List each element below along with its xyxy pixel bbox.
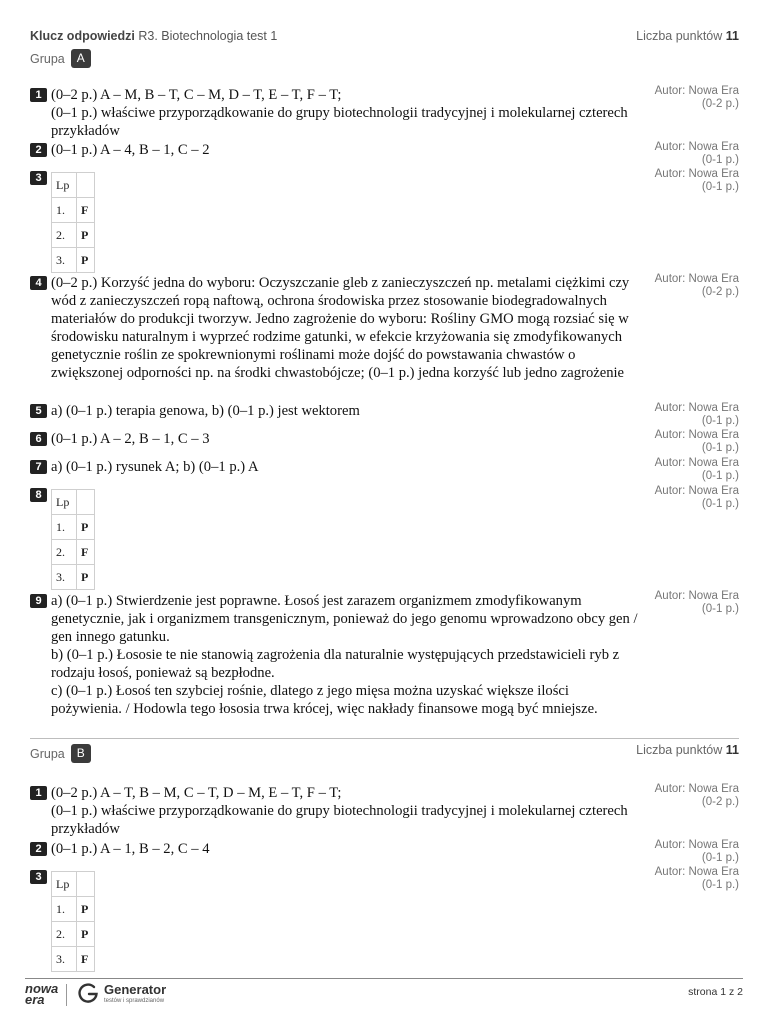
question-item: 2 (0–1 p.) A – 4, B – 1, C – 2 — [30, 141, 640, 159]
group-badge: B — [71, 744, 91, 763]
author-note: Autor: Nowa Era (0-1 p.) — [654, 866, 739, 891]
question-item: 1 (0–2 p.) A – T, B – M, C – T, D – M, E – T, F – T; (0–1 p.) właściwe przyporządkowanie do grupy biotechnologii tradycyjnej i molekularnej czterech przykładów — [30, 784, 640, 838]
group-badge: A — [71, 49, 91, 68]
author-note: Autor: Nowa Era (0-1 p.) — [654, 141, 739, 166]
question-item: 7 a) (0–1 p.) rysunek A; b) (0–1 p.) A — [30, 458, 640, 476]
generator-logo-subtitle: testów i sprawdzianów — [104, 998, 165, 1004]
logo-divider — [66, 984, 67, 1006]
answer-table: Lp 1. F 2. P 3. P — [51, 172, 95, 273]
question-item: 4 (0–2 p.) Korzyść jedna do wyboru: Oczyszczanie gleb z zanieczyszczeń np. metalami ciężkimi czy wód z zanieczyszczeń ropą naftową, ochrona środowiska przez stosowanie biodegradowalnych materiałów do produkcji tworzyw. Jedno zagrożenie do wyboru: Rośliny GMO mogą rozsiać się w środowisku naturalnym i wyprzeć rodzime gatunki, w efekcie krzyżowania się zmodyfikowanych genetycznie roślin ze spokrewnionymi roślinami może dojść do powstawania chwastów o zwiększonej odporności np. na środki chwastobójcze; (0–1 p.) jedna korzyść lub jedno zagrożenie — [30, 274, 640, 382]
answer-table: Lp 1. P 2. P 3. F — [51, 871, 95, 972]
group-separator — [30, 738, 739, 739]
author-note: Autor: Nowa Era (0-2 p.) — [654, 85, 739, 110]
author-note: Autor: Nowa Era (0-2 p.) — [654, 783, 739, 808]
generator-logo-text: Generator — [104, 982, 167, 997]
answer-table: Lp 1. P 2. F 3. P — [51, 489, 95, 590]
nowa-era-logo: nowa era — [25, 981, 59, 1007]
group-b-label: Grupa B — [30, 744, 91, 763]
question-item: 1 (0–2 p.) A – M, B – T, C – M, D – T, E – T, F – T; (0–1 p.) właściwe przyporządkowanie do grupy biotechnologii tradycyjnej i molekularnej czterech przykładów — [30, 86, 640, 140]
author-note: Autor: Nowa Era (0-1 p.) — [654, 457, 739, 482]
question-item: 6 (0–1 p.) A – 2, B – 1, C – 3 — [30, 430, 640, 448]
total-points: Liczba punktów 11 — [636, 29, 739, 43]
page-number: strona 1 z 2 — [688, 986, 743, 998]
group-a-label: Grupa A — [30, 49, 91, 68]
question-item: 2 (0–1 p.) A – 1, B – 2, C – 4 — [30, 840, 640, 858]
question-item: 9 a) (0–1 p.) Stwierdzenie jest poprawne. Łosoś jest zarazem organizmem zmodyfikowanym genetycznie, jak i organizmem transgenicznym, ponieważ do jego genomu wprowadzono obcy gen / gen innego gatunku. b) (0–1 p.) Łososie te nie stanowią zagrożenia dla naturalnie występujących przedstawicieli ryb z rodzaju łosoś, ponieważ są bezpłodne. c) (0–1 p.) Łosoś ten szybciej rośnie, dlatego z jego mięsa można uzyskać większe ilości pożywienia. / Hodowla tego łososia trwa krócej, więc nakłady finansowe mogą być mniejsze. — [30, 592, 640, 718]
author-note: Autor: Nowa Era (0-1 p.) — [654, 485, 739, 510]
author-note: Autor: Nowa Era (0-1 p.) — [654, 590, 739, 615]
author-note: Autor: Nowa Era (0-1 p.) — [654, 168, 739, 193]
generator-g-icon — [77, 982, 99, 1004]
author-note: Autor: Nowa Era (0-1 p.) — [654, 429, 739, 454]
author-note: Autor: Nowa Era (0-2 p.) — [654, 273, 739, 298]
author-note: Autor: Nowa Era (0-1 p.) — [654, 839, 739, 864]
question-item: 5 a) (0–1 p.) terapia genowa, b) (0–1 p.) jest wektorem — [30, 402, 640, 420]
footer-divider — [25, 978, 743, 979]
document-title: Klucz odpowiedzi R3. Biotechnologia test 1 — [30, 29, 278, 43]
author-note: Autor: Nowa Era (0-1 p.) — [654, 402, 739, 427]
group-b-points: Liczba punktów 11 — [636, 743, 739, 757]
